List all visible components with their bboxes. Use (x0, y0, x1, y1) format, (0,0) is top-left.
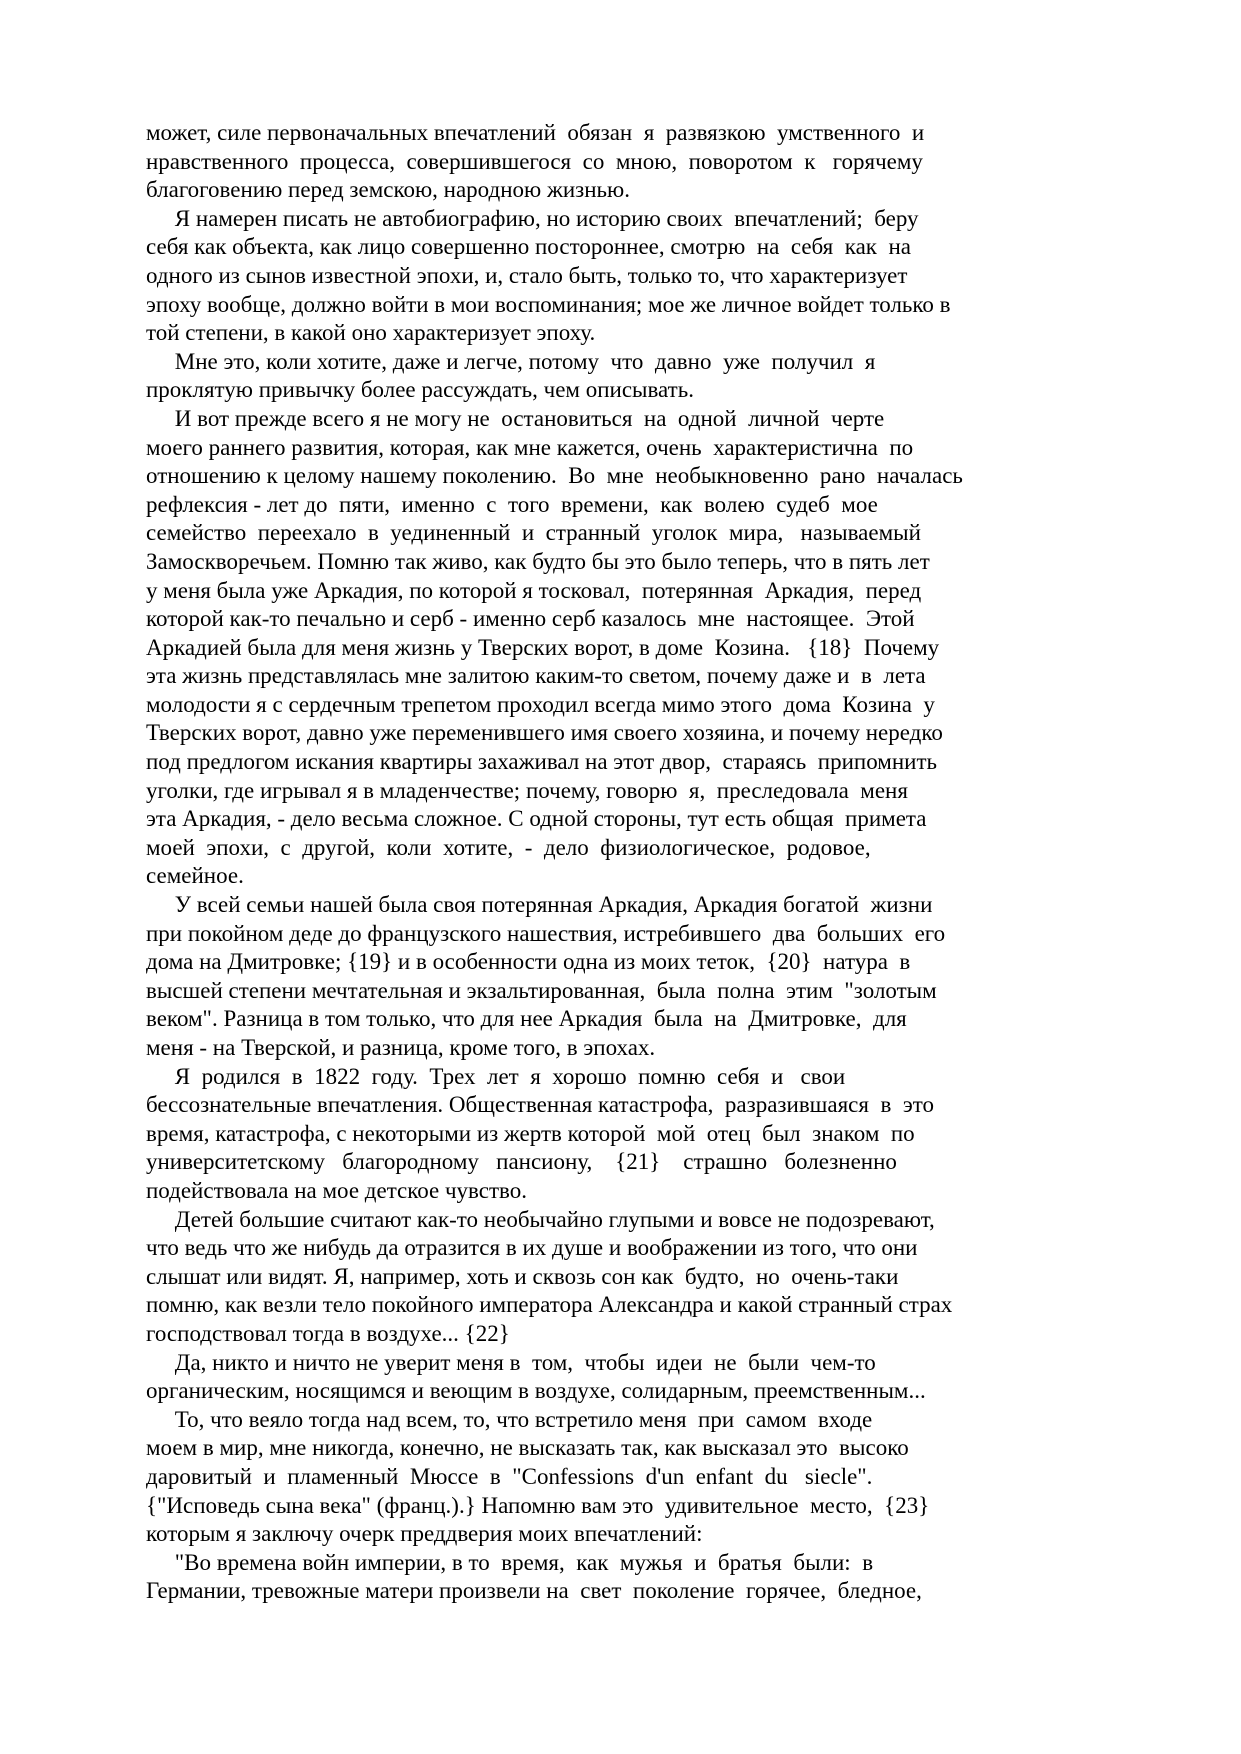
text-line: у меня была уже Аркадия, по которой я тосковал, потерянная Аркадия, перед (146, 577, 922, 603)
text-line: благоговению перед земскою, народною жизнью. (146, 177, 630, 203)
text-line: Мне это, коли хотите, даже и легче, потому что давно уже получил я (146, 348, 876, 374)
text-line: Да, никто и ничто не уверит меня в том, чтобы идеи не были чем-то (146, 1349, 876, 1375)
text-line: моей эпохи, с другой, коли хотите, - дело физиологическое, родовое, (146, 834, 871, 860)
text-line: Замоскворечьем. Помню так живо, как будто бы это было теперь, что в пять лет (146, 548, 930, 574)
text-line: может, силе первоначальных впечатлений обязан я развязкою умственного и (146, 120, 925, 145)
text-line: господствовал тогда в воздухе... {22} (146, 1320, 510, 1346)
text-line: У всей семьи нашей была своя потерянная Аркадия, Аркадия богатой жизни (146, 892, 933, 918)
text-line: высшей степени мечтательная и экзальтированная, была полна этим "золотым (146, 977, 937, 1003)
text-line: эпоху вообще, должно войти в мои воспоминания; мое же личное войдет только в (146, 291, 951, 317)
text-line: уголки, где игрывал я в младенчестве; почему, говорю я, преследовала меня (146, 777, 908, 803)
text-line: моем в мир, мне никогда, конечно, не высказать так, как высказал это высоко (146, 1435, 909, 1461)
text-line: молодости я с сердечным трепетом проходил всегда мимо этого дома Козина у (146, 691, 935, 717)
text-line: время, катастрофа, с некоторыми из жертв которой мой отец был знаком по (146, 1120, 915, 1146)
text-line: И вот прежде всего я не могу не остановиться на одной личной черте (146, 405, 885, 431)
text-line: Тверских ворот, давно уже переменившего имя своего хозяина, и почему нередко (146, 720, 943, 746)
text-line: моего раннего развития, которая, как мне кажется, очень характеристична по (146, 434, 914, 460)
text-line: Я родился в 1822 году. Трех лет я хорошо помню себя и свои (146, 1063, 846, 1089)
text-line: при покойном деде до французского нашествия, истребившего два больших его (146, 920, 946, 946)
text-line: слышат или видят. Я, например, хоть и сквозь сон как будто, но очень-таки (146, 1263, 899, 1289)
text-line: меня - на Тверской, и разница, кроме того, в эпохах. (146, 1035, 656, 1060)
text-block (146, 119, 1156, 1606)
text-line: которым я заключу очерк преддверия моих впечатлений: (146, 1521, 703, 1547)
text-line: бессознательные впечатления. Общественная катастрофа, разразившаяся в это (146, 1092, 934, 1118)
text-line: которой как-то печально и серб - именно серб казалось мне настоящее. Этой (146, 606, 915, 632)
text-line: проклятую привычку более рассуждать, чем описывать. (146, 377, 694, 403)
text-line: эта жизнь представлялась мне залитою каким-то светом, почему даже и в лета (146, 663, 926, 689)
text-line: То, что веяло тогда над всем, то, что встретило меня при самом входе (146, 1406, 873, 1432)
text-line: эта Аркадия, - дело весьма сложное. С одной стороны, тут есть общая примета (146, 806, 927, 832)
text-line: рефлексия - лет до пяти, именно с того времени, как волею судеб мое (146, 491, 878, 517)
text-line: подействовала на мое детское чувство. (146, 1177, 527, 1203)
text-line: Германии, тревожные матери произвели на свет поколение горячее, бледное, (146, 1578, 922, 1604)
text-line: что ведь что же нибудь да отразится в их душе и воображении из того, что они (146, 1235, 918, 1261)
text-line: Я намерен писать не автобиографию, но историю своих впечатлений; беру (146, 205, 919, 231)
text-line: нравственного процесса, совершившегося со мною, поворотом к горячему (146, 148, 923, 174)
text-line: Детей большие считают как-то необычайно глупыми и вовсе не подозревают, (146, 1206, 935, 1232)
text-line: даровитый и пламенный Мюссе в "Confessions d'un enfant du siecle". (146, 1463, 873, 1489)
text-line: помню, как везли тело покойного императора Александра и какой странный страх (146, 1292, 953, 1318)
text-line: одного из сынов известной эпохи, и, стало быть, только то, что характеризует (146, 262, 908, 288)
text-line: семейство переехало в уединенный и странный уголок мира, называемый (146, 520, 921, 546)
text-line: дома на Дмитровке; {19} и в особенности одна из моих теток, {20} натура в (146, 949, 911, 975)
text-line: Аркадией была для меня жизнь у Тверских ворот, в доме Козина. {18} Почему (146, 634, 940, 660)
text-line: той степени, в какой оно характеризует эпоху. (146, 320, 596, 346)
text-line: "Во времена войн империи, в то время, как мужья и братья были: в (146, 1549, 874, 1575)
text-line: отношению к целому нашему поколению. Во мне необыкновенно рано началась (146, 463, 963, 489)
text-line: себя как объекта, как лицо совершенно постороннее, смотрю на себя как на (146, 234, 911, 260)
text-line: семейное. (146, 863, 244, 889)
text-line: органическим, носящимся и веющим в воздухе, солидарным, преемственным... (146, 1378, 926, 1404)
text-line: {"Исповедь сына века" (франц.).} Напомню вам это удивительное место, {23} (146, 1492, 930, 1518)
text-line: университетскому благородному пансиону, {21} страшно болезненно (146, 1149, 897, 1175)
text-line: под предлогом искания квартиры захаживал на этот двор, стараясь припомнить (146, 749, 937, 775)
text-line: веком". Разница в том только, что для нее Аркадия была на Дмитровке, для (146, 1006, 907, 1032)
